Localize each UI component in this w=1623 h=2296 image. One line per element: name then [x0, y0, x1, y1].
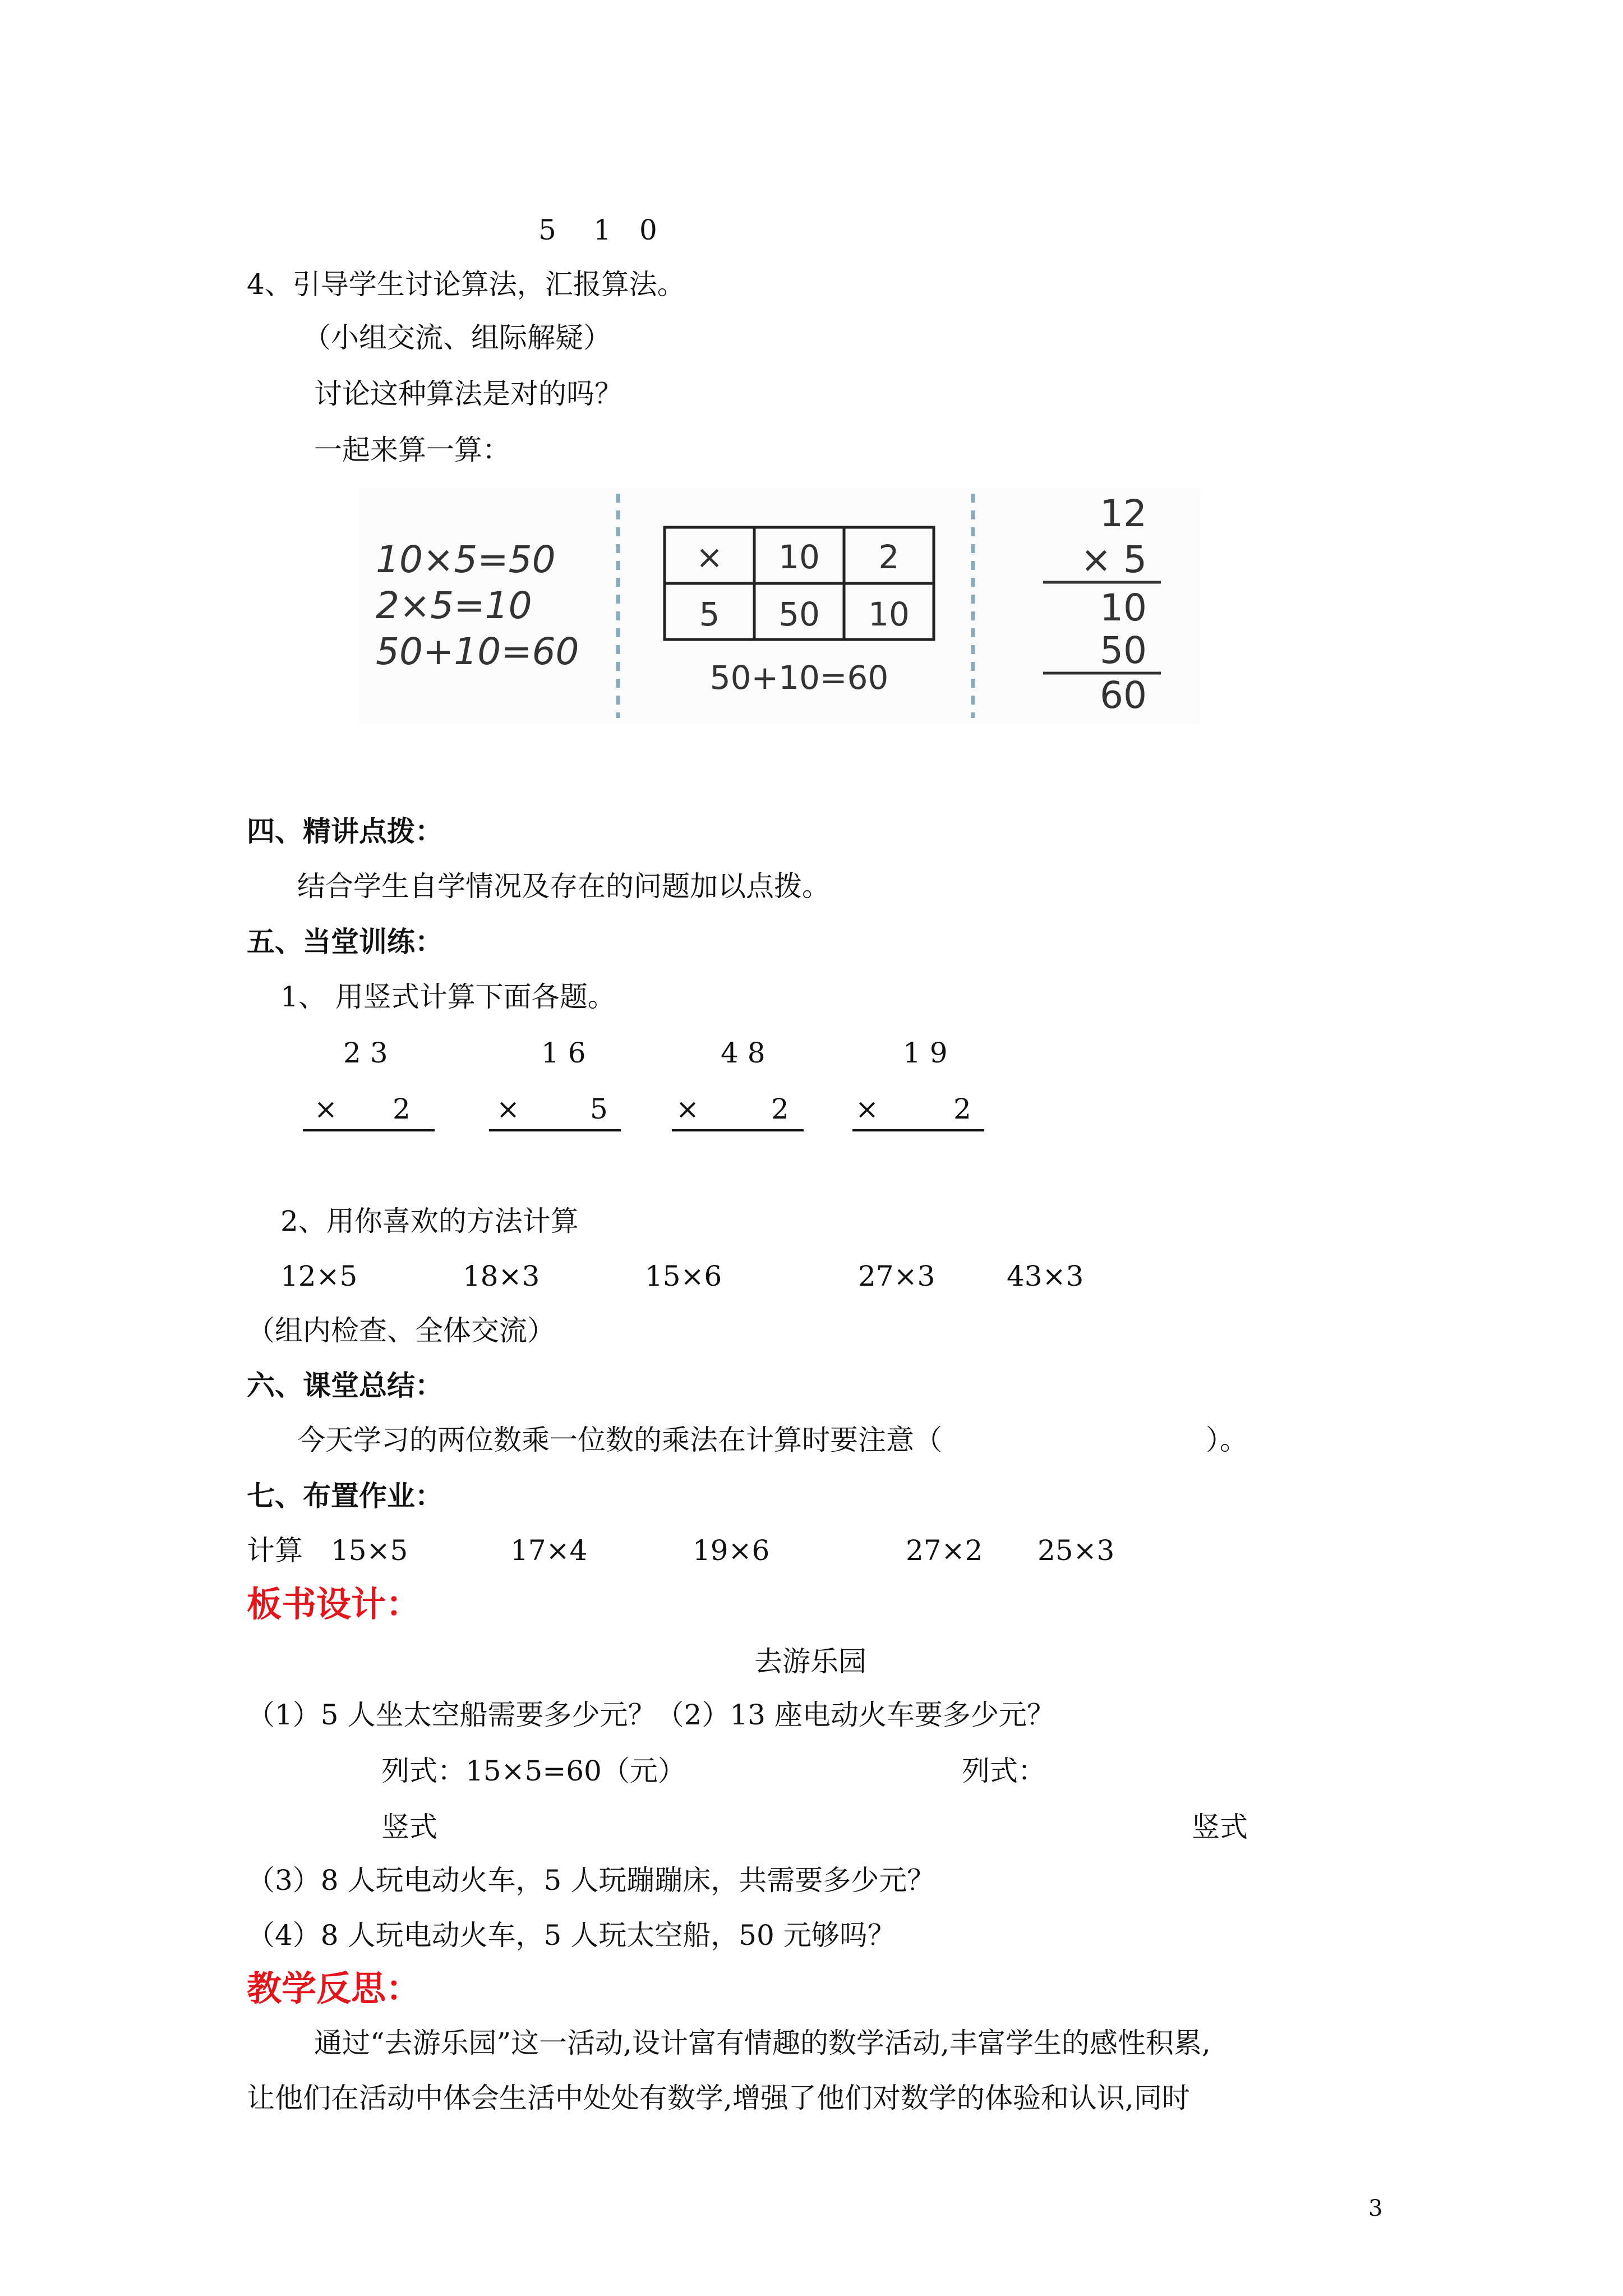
step4-line2: 讨论这种算法是对的吗？ [314, 378, 623, 410]
multiply-sign: × [676, 1093, 699, 1125]
method1-line2: 2×5=10 [376, 584, 532, 627]
problem-rule [852, 1129, 984, 1131]
q2-item: 27×3 [858, 1260, 935, 1292]
problem-rule [672, 1129, 804, 1131]
problem-top: 4 8 [721, 1037, 766, 1069]
method1-line1: 10×5=50 [376, 538, 556, 581]
homework-item: 25×3 [1038, 1534, 1115, 1567]
problem-multiplier: 2 [771, 1093, 789, 1125]
homework-label: 计算 [247, 1534, 303, 1567]
problem-top: 2 3 [343, 1037, 388, 1069]
board-vertical2: 竖式 [1192, 1811, 1248, 1843]
grid-row-product2: 10 [868, 595, 910, 633]
section7-title: 七、布置作业： [247, 1480, 443, 1512]
vertical-partial2: 50 [1100, 629, 1147, 672]
top-digit: 0 [639, 214, 657, 246]
grid-row-multiplier: 5 [699, 595, 720, 633]
board-q4: （4）8 人玩电动火车，5 人玩太空船，50 元够吗？ [247, 1919, 896, 1952]
problem-top: 1 6 [541, 1037, 586, 1069]
homework-item: 19×6 [693, 1534, 770, 1567]
problem-rule [489, 1129, 621, 1131]
reflection-line2: 让他们在活动中体会生活中处处有数学,增强了他们对数学的体验和认识,同时 [247, 2082, 1190, 2114]
grid-header-tens: 10 [778, 538, 820, 576]
section4-text: 结合学生自学情况及存在的问题加以点拨。 [297, 870, 830, 903]
problem-multiplier: 5 [590, 1093, 608, 1125]
board-subtitle: 去游乐园 [754, 1645, 866, 1678]
reflection-line1: 通过“去游乐园”这一活动,设计富有情趣的数学活动,丰富学生的感性积累, [314, 2027, 1211, 2059]
vertical-result: 60 [1100, 674, 1147, 717]
section6-title: 六、课堂总结： [247, 1369, 443, 1402]
section5-title: 五、当堂训练： [247, 926, 443, 958]
step4-line1: （小组交流、组际解疑） [303, 321, 611, 354]
grid-header-ones: 2 [878, 538, 900, 576]
vertical-multiplier: × 5 [1080, 538, 1147, 581]
section5-note: （组内检查、全体交流） [247, 1314, 555, 1347]
problem-rule [303, 1129, 435, 1131]
top-digit: 1 [593, 214, 611, 246]
board-formula1: 列式：15×5=60（元） [381, 1755, 686, 1787]
q2-item: 12×5 [280, 1260, 358, 1292]
problem-multiplier: 2 [393, 1093, 411, 1125]
section6-text-end: ）。 [1206, 1424, 1248, 1456]
multiply-sign: × [496, 1093, 520, 1125]
grid-sum: 50+10=60 [709, 659, 889, 697]
homework-item: 17×4 [510, 1534, 588, 1567]
section5-q1: 1、 用竖式计算下面各题。 [280, 981, 616, 1013]
problem-top: 1 9 [903, 1037, 948, 1069]
step4-heading: 4、引导学生讨论算法，汇报算法。 [247, 268, 685, 301]
section6-text: 今天学习的两位数乘一位数的乘法在计算时要注意（ [297, 1424, 942, 1456]
multiply-sign: × [314, 1093, 338, 1125]
grid-row-product1: 50 [778, 595, 820, 633]
problem-multiplier: 2 [953, 1093, 971, 1125]
board-q3: （3）8 人玩电动火车，5 人玩蹦蹦床，共需要多少元？ [247, 1864, 935, 1897]
homework-item: 27×2 [906, 1534, 983, 1567]
calculation-methods-figure [359, 488, 1200, 724]
vertical-top: 12 [1100, 492, 1147, 535]
q2-item: 15×6 [645, 1260, 722, 1292]
multiply-sign: × [855, 1093, 879, 1125]
board-vertical1: 竖式 [381, 1811, 437, 1843]
board-q1: （1）5 人坐太空船需要多少元？（2）13 座电动火车要多少元？ [247, 1699, 1055, 1731]
section5-q2: 2、用你喜欢的方法计算 [280, 1205, 579, 1237]
board-design-title: 板书设计： [247, 1584, 421, 1625]
grid-header-op: × [695, 538, 723, 576]
vertical-partial1: 10 [1100, 586, 1147, 629]
q2-item: 43×3 [1007, 1260, 1084, 1292]
page-number: 3 [1368, 2196, 1383, 2221]
homework-item: 15×5 [331, 1534, 408, 1567]
board-formula2: 列式： [962, 1755, 1046, 1787]
reflection-title: 教学反思： [247, 1968, 421, 2009]
step4-line3: 一起来算一算： [314, 434, 510, 466]
section4-title: 四、精讲点拨： [247, 815, 443, 848]
q2-item: 18×3 [463, 1260, 540, 1292]
top-digit: 5 [538, 214, 556, 246]
method1-line3: 50+10=60 [376, 630, 579, 673]
